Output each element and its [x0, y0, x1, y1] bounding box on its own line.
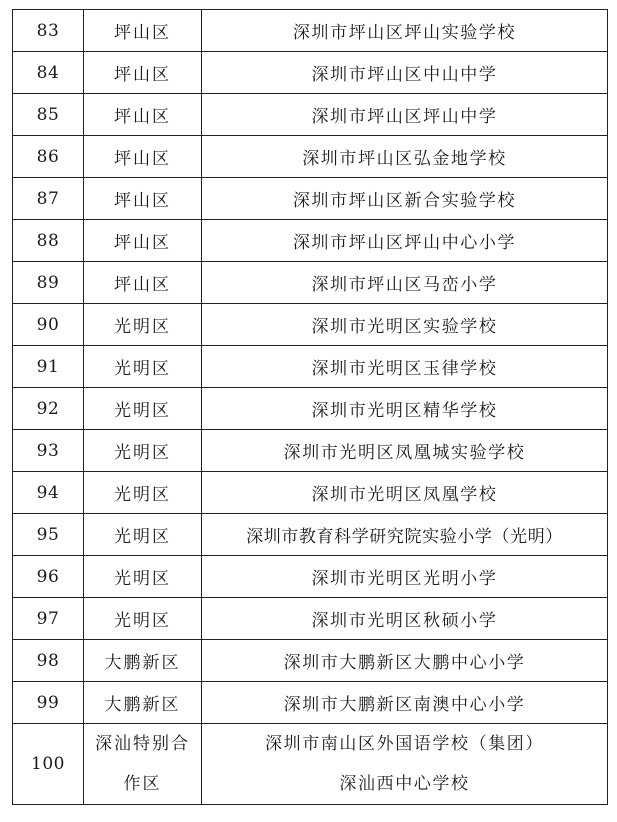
district-cell: 光明区: [84, 346, 202, 388]
school-name-cell: 深圳市教育科学研究院实验小学（光明）: [202, 514, 608, 556]
school-name-cell: [202, 724, 608, 805]
school-name-cell: 深圳市光明区实验学校: [202, 304, 608, 346]
district-cell: 光明区: [84, 388, 202, 430]
table-row: [13, 178, 608, 220]
school-name-cell: 深圳市坪山区中山中学: [202, 52, 608, 94]
table-row: [13, 136, 608, 178]
row-number: 89: [13, 262, 84, 304]
row-number: 99: [13, 682, 84, 724]
school-name-cell: 深圳市坪山区坪山中学: [202, 94, 608, 136]
school-name-cell: 深圳市坪山区坪山中心小学: [202, 220, 608, 262]
table-row: [13, 640, 608, 682]
table-row: [13, 304, 608, 346]
district-cell: 坪山区: [84, 136, 202, 178]
row-number: 91: [13, 346, 84, 388]
district-cell: 大鹏新区: [84, 682, 202, 724]
district-cell: 坪山区: [84, 94, 202, 136]
district-cell: [84, 724, 202, 805]
table-row: [13, 598, 608, 640]
district-cell: 光明区: [84, 514, 202, 556]
school-name-cell: 深圳市坪山区弘金地学校: [202, 136, 608, 178]
school-name-cell: 深圳市光明区精华学校: [202, 388, 608, 430]
district-cell: 光明区: [84, 556, 202, 598]
school-name-cell: 深圳市大鹏新区南澳中心小学: [202, 682, 608, 724]
school-name-line: 深圳市南山区外国语学校（集团）: [265, 734, 544, 754]
row-number: 92: [13, 388, 84, 430]
table-row: [13, 346, 608, 388]
row-number: 83: [13, 10, 84, 52]
school-name-cell: 深圳市光明区凤凰城实验学校: [202, 430, 608, 472]
district-cell: 光明区: [84, 598, 202, 640]
district-cell: 光明区: [84, 304, 202, 346]
row-number: 98: [13, 640, 84, 682]
district-cell: 坪山区: [84, 220, 202, 262]
school-name-cell: 深圳市光明区秋硕小学: [202, 598, 608, 640]
school-name-line: 深汕西中心学校: [339, 774, 470, 794]
table-row: [13, 10, 608, 52]
row-number: 100: [13, 724, 84, 805]
table-row: [13, 682, 608, 724]
table-row: [13, 514, 608, 556]
table-row: [13, 430, 608, 472]
row-number: 88: [13, 220, 84, 262]
district-cell: 坪山区: [84, 52, 202, 94]
row-number: 85: [13, 94, 84, 136]
table-row: [13, 94, 608, 136]
row-number: 84: [13, 52, 84, 94]
district-cell: 光明区: [84, 430, 202, 472]
district-cell: 坪山区: [84, 10, 202, 52]
row-number: 90: [13, 304, 84, 346]
school-name-cell: 深圳市光明区玉律学校: [202, 346, 608, 388]
row-number: 95: [13, 514, 84, 556]
table-row: [13, 52, 608, 94]
table-row: [13, 472, 608, 514]
district-cell: 坪山区: [84, 178, 202, 220]
table-row: [13, 388, 608, 430]
row-number: 86: [13, 136, 84, 178]
table-row: [13, 556, 608, 598]
school-list-table: [12, 9, 608, 805]
school-name-cell: 深圳市坪山区新合实验学校: [202, 178, 608, 220]
row-number: 96: [13, 556, 84, 598]
district-cell: 大鹏新区: [84, 640, 202, 682]
table-body: [13, 10, 608, 805]
district-cell: 坪山区: [84, 262, 202, 304]
row-number: 94: [13, 472, 84, 514]
district-line: 深汕特别合: [95, 734, 190, 754]
row-number: 97: [13, 598, 84, 640]
table-row: [13, 262, 608, 304]
table-row: [13, 724, 608, 805]
school-name-cell: 深圳市光明区光明小学: [202, 556, 608, 598]
row-number: 93: [13, 430, 84, 472]
table-row: [13, 220, 608, 262]
school-name-cell: 深圳市光明区凤凰学校: [202, 472, 608, 514]
district-line: 作区: [123, 774, 162, 794]
row-number: 87: [13, 178, 84, 220]
school-name-cell: 深圳市大鹏新区大鹏中心小学: [202, 640, 608, 682]
school-name-cell: 深圳市坪山区坪山实验学校: [202, 10, 608, 52]
district-cell: 光明区: [84, 472, 202, 514]
school-name-cell: 深圳市坪山区马峦小学: [202, 262, 608, 304]
